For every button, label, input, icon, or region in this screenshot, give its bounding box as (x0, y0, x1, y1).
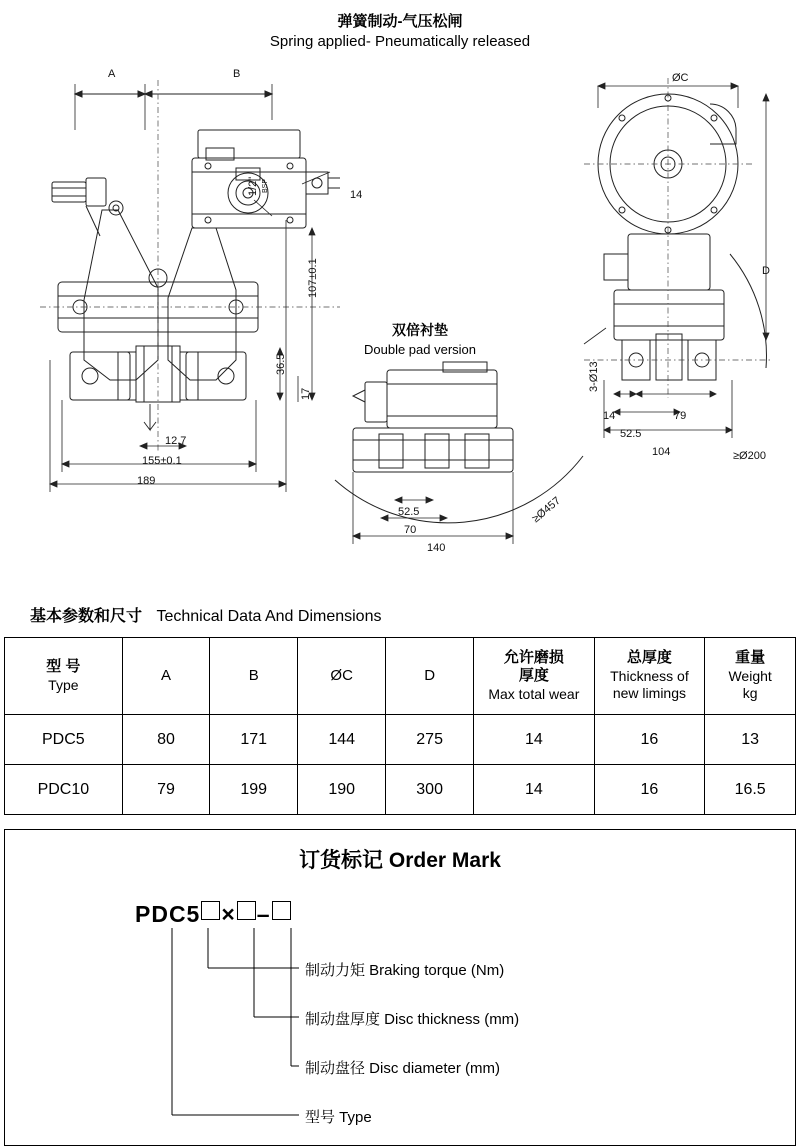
dim-dp-disc: ≥Ø457 (530, 494, 563, 526)
page-title-cn: 弹簧制动-气压松闸 (337, 13, 463, 30)
section-heading-cn: 基本参数和尺寸 (30, 608, 143, 625)
dim-oc: ØC (672, 72, 689, 84)
th-weight-en: Weight kg (728, 667, 772, 702)
dim-sv-52-5: 52.5 (620, 428, 642, 440)
cell-weight: 13 (705, 715, 796, 765)
th-type (5, 638, 123, 715)
dim-12-7: 12.7 (165, 435, 187, 447)
order-mark-box (4, 829, 796, 1146)
cell-b: 171 (210, 715, 298, 765)
cell-wear: 14 (474, 715, 594, 765)
front-view-drawing (40, 60, 370, 500)
order-code-sep-2: – (256, 901, 271, 927)
th-max-wear-en: Max total wear (488, 686, 580, 702)
cell-oc: 190 (298, 765, 386, 815)
th-d-label: D (424, 666, 436, 684)
th-b (210, 638, 298, 715)
dim-17: 17 (300, 387, 312, 400)
dim-dp-52-5: 52.5 (398, 506, 420, 518)
dim-155: 155±0.1 (142, 455, 182, 467)
th-oc (298, 638, 386, 715)
th-b-label: B (248, 666, 259, 684)
dim-bsp-note: BSP (262, 178, 269, 193)
side-view-drawing (570, 68, 790, 468)
table-row (5, 715, 796, 765)
double-pad-title-en: Double pad version (363, 342, 477, 357)
cell-weight: 16.5 (705, 765, 796, 815)
cell-b: 199 (210, 765, 298, 815)
order-mark-leaders (5, 830, 795, 1145)
th-max-wear (474, 638, 594, 715)
dim-sv-104: 104 (652, 446, 671, 458)
cell-oc: 144 (298, 715, 386, 765)
th-oc-label: ØC (330, 666, 353, 684)
technical-data-table (4, 637, 796, 815)
dim-3-oc13: 3-Ø13 (588, 361, 600, 392)
table-header-row (5, 638, 796, 715)
th-type-cn: 型 号 (46, 657, 81, 675)
order-legend-type: 型号 Type (305, 1109, 372, 1126)
th-weight-cn: 重量 (735, 649, 766, 667)
cell-a: 79 (122, 765, 210, 815)
order-code-sep-1: × (221, 901, 236, 927)
th-max-wear-cn: 允许磨损 厚度 (503, 648, 564, 685)
th-weight (705, 638, 796, 715)
dim-189: 189 (137, 475, 156, 487)
th-type-en: Type (48, 676, 79, 693)
order-code-prefix: PDC5 (135, 901, 201, 927)
dim-sv-14: 14 (603, 410, 616, 422)
dim-D: D (762, 265, 770, 277)
order-mark-title: 订货标记 Order Mark (299, 849, 501, 872)
th-d (386, 638, 474, 715)
th-thickness (594, 638, 705, 715)
dim-36-5: 36.5 (275, 353, 287, 375)
dim-half-inch: 1/2" (247, 176, 259, 196)
cell-d: 275 (386, 715, 474, 765)
cell-thickness: 16 (594, 765, 705, 815)
cell-d: 300 (386, 765, 474, 815)
page-title-en: Spring applied- Pneumatically released (269, 33, 531, 50)
order-legend-disc-diameter: 制动盘径 Disc diameter (mm) (305, 1060, 501, 1077)
th-thickness-cn: 总厚度 (626, 649, 672, 667)
order-legend-braking-torque: 制动力矩 Braking torque (Nm) (305, 962, 505, 979)
cell-type: PDC10 (5, 765, 123, 815)
cell-a: 80 (122, 715, 210, 765)
th-a (122, 638, 210, 715)
double-pad-title-cn: 双倍衬垫 (392, 322, 448, 338)
th-a-label: A (160, 666, 171, 684)
dim-dp-70: 70 (404, 524, 417, 536)
dim-107: 107±0.1 (307, 258, 319, 298)
table-row (5, 765, 796, 815)
dim-A: A (108, 68, 116, 80)
dim-sv-79: 79 (674, 410, 687, 422)
dim-B: B (233, 68, 241, 80)
section-heading (30, 603, 381, 626)
cell-wear: 14 (474, 765, 594, 815)
order-legend-disc-thickness: 制动盘厚度 Disc thickness (mm) (305, 1011, 520, 1028)
dim-dp-140: 140 (427, 542, 446, 554)
dim-14: 14 (350, 189, 363, 201)
cell-type: PDC5 (5, 715, 123, 765)
dim-sv-disc: ≥Ø200 (733, 450, 766, 462)
cell-thickness: 16 (594, 715, 705, 765)
section-heading-en: Technical Data And Dimensions (156, 608, 382, 625)
th-thickness-en: Thickness of new limings (610, 667, 689, 702)
